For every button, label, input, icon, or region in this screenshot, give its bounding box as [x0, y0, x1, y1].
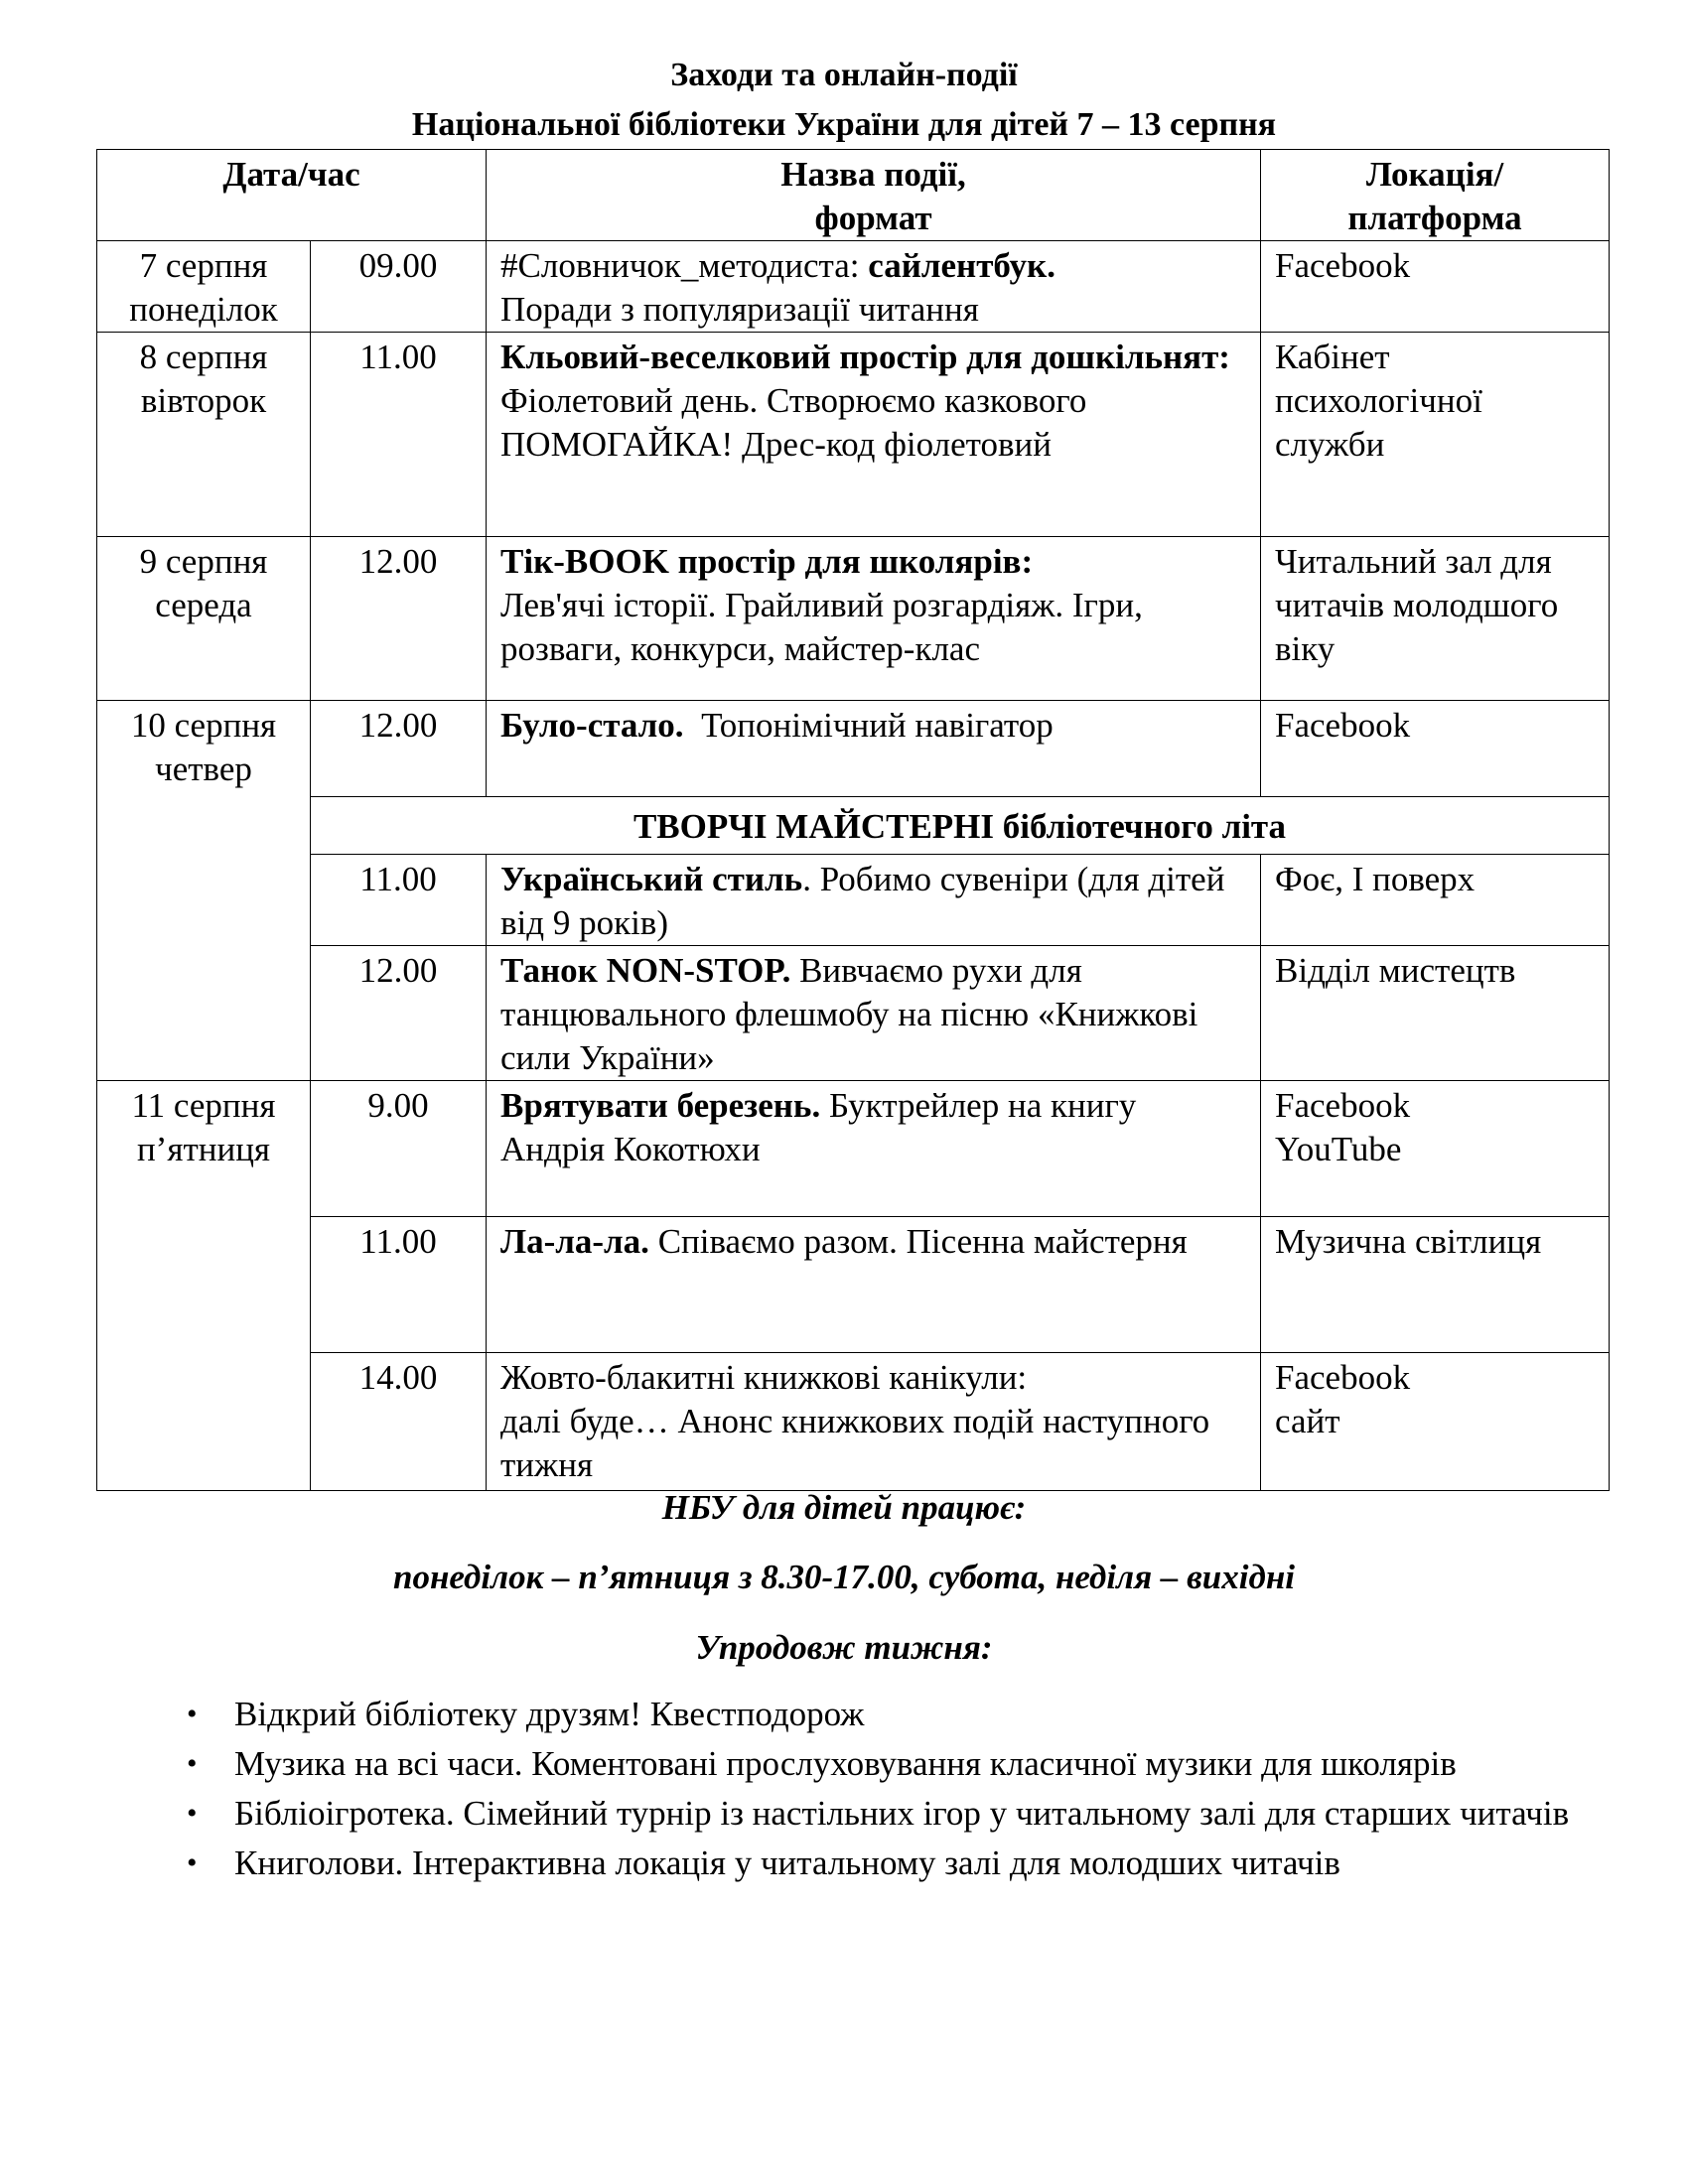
row-location: Facebook	[1261, 701, 1610, 797]
table-row	[97, 1217, 1610, 1353]
list-item: • Бібліоігротека. Сімейний турнір із настільних ігор у читальному залі для старших читачів	[187, 1792, 1597, 1836]
row-location: Кабінет психологічної служби	[1261, 333, 1610, 537]
workshop-heading: ТВОРЧІ МАЙСТЕРНІ бібліотечного літа	[311, 797, 1610, 855]
row-location: Facebook	[1261, 241, 1610, 333]
row-event: Український стиль. Робимо сувеніри (для дітей від 9 років)	[487, 855, 1261, 946]
table-row	[97, 855, 1610, 946]
week-heading: Упродовж тижня:	[695, 1628, 993, 1667]
table-header-row	[97, 150, 1610, 241]
bullet-icon: •	[187, 1797, 198, 1830]
table-row	[97, 701, 1610, 797]
header-event: Назва події, формат	[487, 150, 1261, 241]
document-title-line1: Заходи та онлайн-події	[670, 57, 1018, 93]
row-location: Facebook сайт	[1261, 1353, 1610, 1491]
week-activities-list	[187, 1693, 1597, 1891]
row-date: 8 серпня вівторок	[97, 333, 311, 537]
table-row	[97, 241, 1610, 333]
header-date: Дата/час	[97, 150, 487, 241]
work-hours-heading: НБУ для дітей працює:	[661, 1488, 1027, 1527]
row-event: Врятувати березень. Буктрейлер на книгу Андрія Кокотюхи	[487, 1081, 1261, 1217]
row-time: 11.00	[311, 1217, 487, 1353]
list-item: • Книголови. Інтерактивна локація у читальному залі для молодших читачів	[187, 1842, 1597, 1885]
table-row	[97, 1353, 1610, 1491]
list-item: • Відкрий бібліотеку друзям! Квестподорож	[187, 1693, 1597, 1736]
row-event: Тік-BOOK простір для школярів: Лев'ячі історії. Грайливий розгардіяж. Ігри, розваги, конкурси, майстер-клас	[487, 537, 1261, 701]
events-table	[96, 149, 1610, 1491]
row-date: 10 серпня четвер	[97, 701, 311, 1081]
row-event: Кльовий-веселковий простір для дошкільнят: Фіолетовий день. Створюємо казкового ПОМОГАЙКА! Дрес-код фіолетовий	[487, 333, 1261, 537]
workshop-heading-row	[97, 797, 1610, 855]
row-event: Танок NON-STOP. Вивчаємо рухи для танцювального флешмобу на пісню «Книжкові сили України»	[487, 946, 1261, 1081]
row-date: 7 серпня понеділок	[97, 241, 311, 333]
row-location: Читальний зал для читачів молодшого віку	[1261, 537, 1610, 701]
row-time: 11.00	[311, 333, 487, 537]
row-location: Facebook YouTube	[1261, 1081, 1610, 1217]
table-row	[97, 946, 1610, 1081]
bullet-icon: •	[187, 1747, 198, 1780]
row-location: Фоє, І поверх	[1261, 855, 1610, 946]
row-time: 12.00	[311, 537, 487, 701]
row-event: Було-стало. Топонімічний навігатор	[487, 701, 1261, 797]
row-event: Ла-ла-ла. Співаємо разом. Пісенна майстерня	[487, 1217, 1261, 1353]
table-row	[97, 1081, 1610, 1217]
row-time: 14.00	[311, 1353, 487, 1491]
row-location: Музична світлиця	[1261, 1217, 1610, 1353]
row-time: 9.00	[311, 1081, 487, 1217]
table-row	[97, 333, 1610, 537]
row-time: 12.00	[311, 946, 487, 1081]
document-title-line2: Національної бібліотеки України для дітей 7 – 13 серпня	[411, 106, 1277, 143]
row-date: 9 серпня середа	[97, 537, 311, 701]
bullet-icon: •	[187, 1698, 198, 1730]
table-row	[97, 537, 1610, 701]
bullet-icon: •	[187, 1846, 198, 1879]
work-hours-schedule: понеділок – п’ятниця з 8.30-17.00, субота, неділя – вихідні	[392, 1558, 1295, 1596]
row-date: 11 серпня п’ятниця	[97, 1081, 311, 1491]
row-event: #Словничок_методиста: сайлентбук. Поради з популяризації читання	[487, 241, 1261, 333]
list-item: • Музика на всі часи. Коментовані прослуховування класичної музики для школярів	[187, 1742, 1597, 1786]
row-time: 12.00	[311, 701, 487, 797]
row-time: 11.00	[311, 855, 487, 946]
row-location: Відділ мистецтв	[1261, 946, 1610, 1081]
row-time: 09.00	[311, 241, 487, 333]
header-location: Локація/ платформа	[1261, 150, 1610, 241]
row-event: Жовто-блакитні книжкові канікули: далі буде… Анонс книжкових подій наступного тижня	[487, 1353, 1261, 1491]
